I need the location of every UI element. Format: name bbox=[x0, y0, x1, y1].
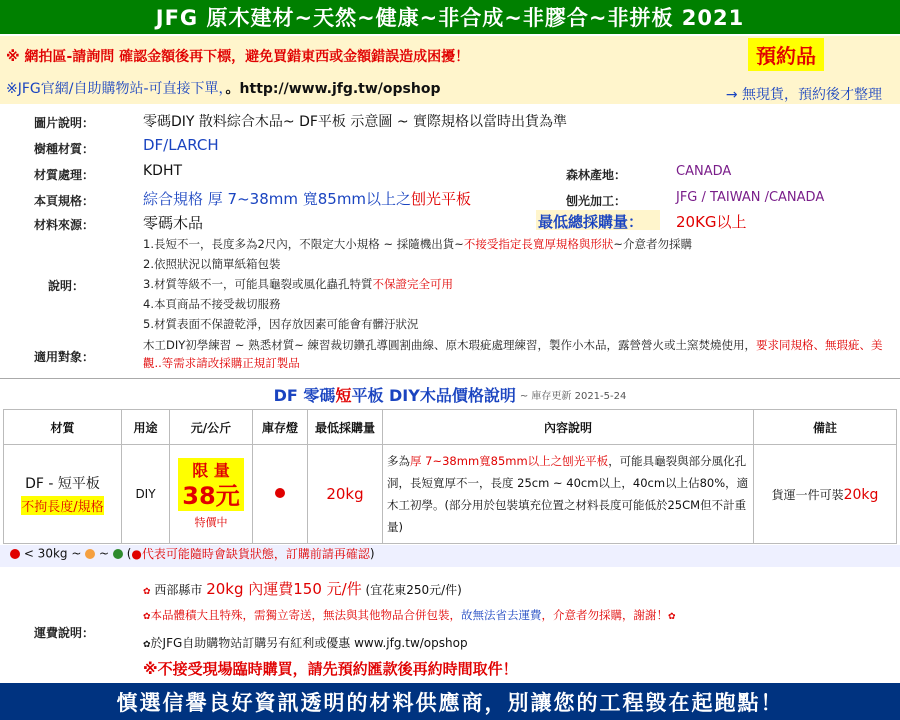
stock-updated: ~ 庫存更新 2021-5-24 bbox=[519, 390, 627, 402]
shipping-section bbox=[0, 570, 900, 682]
species-label: 樹種材質： bbox=[34, 142, 95, 156]
notes-label: 說明： bbox=[48, 279, 85, 293]
usage-text bbox=[143, 336, 888, 372]
shipping-line-1 bbox=[143, 578, 462, 599]
material-name: DF - 短平板 bbox=[25, 476, 100, 492]
planing-label: 刨光加工： bbox=[566, 194, 627, 208]
cell-stock-light bbox=[253, 445, 308, 544]
legend-text-d: ●代表可能隨時會缺貨狀態，訂購前請再確認 bbox=[131, 547, 370, 561]
shipping-line-1-b: 20kg 內運費150 元/件 bbox=[206, 580, 362, 598]
usage-text-b: 要求同規格、無瑕疵、美觀..等需求請改採購正規訂製品 bbox=[143, 338, 883, 370]
cell-price bbox=[170, 445, 253, 544]
planing-value: JFG / TAIWAN /CANADA bbox=[676, 190, 825, 205]
price-title-a: DF 零碼 bbox=[273, 385, 336, 405]
legend-text-a: < 30kg ~ bbox=[20, 546, 86, 561]
special-label: 特價中 bbox=[194, 516, 228, 529]
price-value: 38元 bbox=[182, 482, 240, 510]
min-buy-value: 20KG以上 bbox=[676, 213, 747, 231]
origin-label: 森林產地： bbox=[566, 168, 627, 182]
shop-link[interactable]: 。http://www.jfg.tw/opshop bbox=[225, 81, 441, 97]
shipping-line-2-c: ，介意者勿採購，謝謝！ bbox=[541, 608, 669, 622]
limited-label: 限 量 bbox=[192, 461, 230, 480]
image-label: 圖片說明： bbox=[34, 116, 95, 130]
flower-icon: ✿ bbox=[143, 612, 151, 622]
usage-label: 適用對象： bbox=[34, 350, 95, 364]
price-section bbox=[0, 378, 900, 543]
size-value-b: 刨光平板 bbox=[411, 190, 472, 208]
remark-a: 貨運一件可裝 bbox=[771, 487, 844, 502]
header-use: 用途 bbox=[122, 410, 170, 445]
header-remark: 備註 bbox=[754, 410, 897, 445]
note-3-a: 3.材質等級不一，可能具龜裂或風化蟲孔特質 bbox=[143, 277, 373, 291]
flower-icon: ✿ bbox=[143, 587, 151, 597]
legend-green-icon bbox=[113, 549, 123, 559]
header-stock-light: 庫存燈 bbox=[253, 410, 308, 445]
shipping-line-2-a: 本品體積大且特殊，需獨立寄送，無法與其他物品合併包裝， bbox=[150, 608, 462, 622]
min-buy-label: 最低總採購量： bbox=[538, 213, 644, 231]
notice-area bbox=[0, 36, 900, 104]
note-3 bbox=[143, 276, 453, 292]
shipping-line-3 bbox=[143, 634, 468, 651]
image-value: 零碼DIY 散料綜合木品~ DF平板 示意圖 ~ 實際規格以當時出貨為準 bbox=[143, 114, 568, 130]
footer-slogan: 慎選信譽良好資訊透明的材料供應商，別讓您的工程毀在起跑點！ bbox=[116, 690, 784, 715]
legend-text-b: ~ bbox=[95, 546, 113, 561]
size-value bbox=[143, 188, 471, 209]
notice-line-1: ※ 網拍區-請詢問 確認金額後再下標，避免買錯東西或金額錯誤造成困擾！ bbox=[6, 49, 470, 65]
content-b: 厚 7~38mm寬85mm以上之刨光平板 bbox=[410, 454, 609, 468]
cell-remark bbox=[754, 445, 897, 544]
usage-text-a: 木工DIY初學練習 ~ 熟悉材質~ 練習裁切鑽孔導圓割曲線、原木瑕疵處理練習，製作小木品，露營營火或土窯焚燒使用， bbox=[143, 338, 757, 352]
price-title-b: 短 bbox=[335, 385, 352, 405]
limited-badge bbox=[178, 458, 244, 511]
note-5: 5.材質表面不保證乾淨，因存放因素可能會有髒汙狀況 bbox=[143, 317, 419, 331]
shipping-label: 運費說明： bbox=[34, 626, 95, 640]
note-1 bbox=[143, 236, 692, 252]
note-4: 4.本頁商品不接受裁切服務 bbox=[143, 297, 281, 311]
notice-line-2-prefix: ※JFG官網/自助購物站-可直接下單， bbox=[6, 81, 226, 97]
origin-value: CANADA bbox=[676, 164, 732, 179]
treatment-label: 材質處理： bbox=[34, 168, 95, 182]
table-header-row bbox=[4, 410, 897, 445]
legend-text-c: ( bbox=[122, 546, 132, 561]
content-a: 多為 bbox=[387, 454, 410, 468]
header-banner bbox=[0, 0, 900, 34]
remark-b: 20kg bbox=[843, 486, 879, 503]
size-label: 本頁規格： bbox=[34, 194, 95, 208]
species-value: DF/LARCH bbox=[143, 136, 219, 154]
cell-material bbox=[4, 445, 122, 544]
header-material: 材質 bbox=[4, 410, 122, 445]
stock-light-red-icon bbox=[275, 488, 285, 498]
treatment-value: KDHT bbox=[143, 163, 183, 179]
shipping-line-3-text: 於JFG自助購物站訂購另有紅利或優惠 www.jfg.tw/opshop bbox=[150, 636, 468, 650]
note-2: 2.依照狀況以簡單紙箱包裝 bbox=[143, 257, 281, 271]
note-1-a: 1.長短不一，長度多為2尺內，不限定大小規格 ~ 採隨機出貨~ bbox=[143, 237, 464, 251]
header-min-qty: 最低採購量 bbox=[308, 410, 383, 445]
size-value-a: 綜合規格 厚 7~38mm 寬85mm以上之 bbox=[143, 190, 412, 208]
notice-line-2 bbox=[6, 78, 441, 98]
stock-legend bbox=[0, 545, 900, 567]
header-price: 元/公斤 bbox=[170, 410, 253, 445]
legend-orange-icon bbox=[85, 549, 95, 559]
shipping-line-1-a: 西部縣市 bbox=[154, 583, 207, 597]
header-content: 內容說明 bbox=[383, 410, 754, 445]
material-sub: 不拘長度/規格 bbox=[21, 496, 103, 515]
shipping-line-4: ※不接受現場臨時購買，請先預約匯款後再約時間取件！ bbox=[143, 660, 518, 678]
content-c: ，可能具龜裂與部分風化孔洞，長短寬厚不一，長度 25cm ~ 40cm以上，40cm以上佔80%，適木工初學。(部分用於包裝填充位置之材料長度可能低於25CM但不計重量) bbox=[387, 454, 749, 534]
shipping-line-2 bbox=[143, 607, 676, 623]
table-row bbox=[4, 445, 897, 544]
footer-banner bbox=[0, 683, 900, 720]
source-label: 材料來源： bbox=[34, 218, 95, 232]
price-title bbox=[0, 379, 900, 409]
note-1-b: 不接受指定長寬厚規格與形狀 bbox=[463, 237, 614, 251]
price-table bbox=[3, 409, 897, 544]
shipping-line-1-c: (宜花東250元/件) bbox=[361, 583, 462, 597]
note-3-b: 不保證完全可用 bbox=[372, 277, 453, 291]
note-1-c: ~介意者勿採購 bbox=[613, 237, 693, 251]
header-title: JFG 原木建材~天然~健康~非合成~非膠合~非拼板 2021 bbox=[155, 6, 745, 30]
legend-text-e: ) bbox=[369, 546, 375, 561]
cell-use: DIY bbox=[122, 445, 170, 544]
cell-min-qty: 20kg bbox=[308, 445, 383, 544]
flower-icon: ✿ bbox=[143, 640, 151, 650]
cell-content bbox=[383, 445, 754, 544]
legend-red-icon bbox=[10, 549, 20, 559]
flower-icon: ✿ bbox=[668, 612, 676, 622]
preorder-badge: 預約品 bbox=[748, 38, 824, 71]
source-value: 零碼木品 bbox=[143, 214, 204, 232]
price-title-c: 平板 DIY木品價格說明 bbox=[351, 385, 516, 405]
shipping-line-2-b: 故無法省去運費 bbox=[461, 608, 542, 622]
no-stock-note: → 無現貨，預約後才整理 bbox=[725, 87, 882, 103]
